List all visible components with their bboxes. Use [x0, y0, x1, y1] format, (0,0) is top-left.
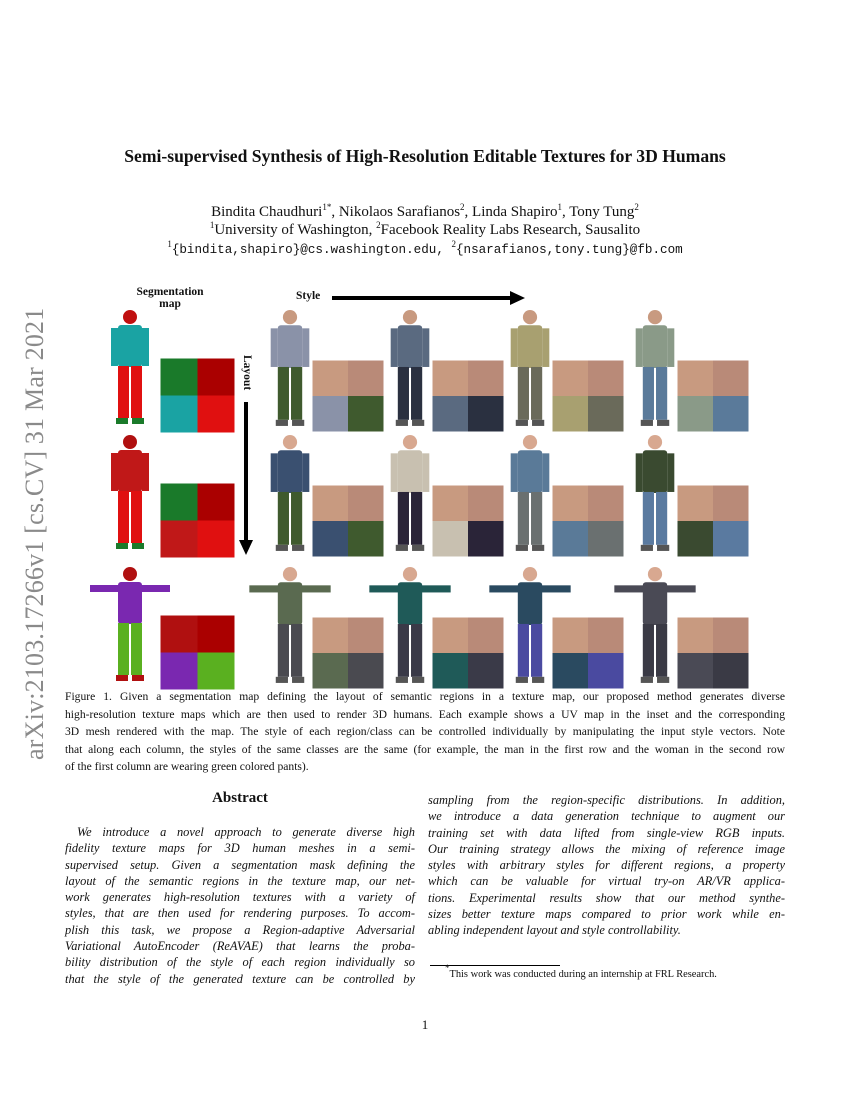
- uv-face-tile: [552, 360, 588, 396]
- uv-bottom-tile: [198, 396, 236, 434]
- person-shoe: [396, 677, 408, 683]
- person-torso: [398, 450, 422, 493]
- person-leg: [278, 367, 289, 420]
- person-arm: [667, 328, 674, 367]
- uv-parts-tile: [348, 617, 384, 653]
- uv-parts-tile: [198, 358, 236, 396]
- person-torso: [518, 582, 542, 625]
- person-head: [648, 567, 662, 581]
- uv-face-tile: [160, 615, 198, 653]
- abstract-line: supervised setup. Given a segmentation mask defining the: [65, 857, 415, 872]
- uv-parts-tile: [468, 360, 504, 396]
- person-shoe: [532, 677, 544, 683]
- uv-face-tile: [677, 485, 713, 521]
- email-mark: 2: [451, 239, 456, 249]
- person-arm: [302, 328, 309, 367]
- abstract-line: Our training strategy allows the mixing of reference image: [428, 841, 785, 856]
- person-head: [523, 567, 537, 581]
- abstract-line: bility distribution of the style of each region individually so: [65, 955, 415, 970]
- person-torso: [398, 325, 422, 368]
- person-leg: [411, 367, 422, 420]
- uv-top-tile: [432, 653, 468, 689]
- person-arm: [391, 453, 398, 492]
- uv-top-tile: [552, 653, 588, 689]
- abstract-line: tions. Experimental results show that our method synthe-: [428, 890, 785, 905]
- paper-title: Semi-supervised Synthesis of High-Resolution Editable Textures for 3D Humans: [124, 146, 726, 166]
- footnote-text: This work was conducted during an internship at FRL Research.: [449, 969, 717, 980]
- person-torso: [643, 582, 667, 625]
- person-arm: [422, 453, 429, 492]
- person-head: [523, 310, 537, 324]
- abstract-line: plish this task, we propose a Region-adaptive Adversarial: [65, 922, 415, 937]
- person-shoe: [641, 545, 653, 551]
- uv-parts-tile: [588, 485, 624, 521]
- person-head: [283, 567, 297, 581]
- caption-line: 3D mesh rendered with the map. The style of each region/class can be controlled individually by manipulating the input style vectors. Note: [65, 725, 785, 739]
- uv-face-tile: [432, 360, 468, 396]
- person-shoe: [276, 545, 288, 551]
- uv-face-tile: [552, 617, 588, 653]
- person-shoe: [516, 420, 528, 426]
- uv-top-tile: [160, 653, 198, 691]
- person-leg: [291, 624, 302, 677]
- abstract-line: work generates high-resolution textures with a variety of: [65, 890, 415, 905]
- person-shoe: [641, 420, 653, 426]
- person-leg: [398, 492, 409, 545]
- person-arm: [142, 328, 149, 366]
- abstract-line: we introduce a data generation technique to augment our: [428, 809, 785, 824]
- uv-face-tile: [677, 360, 713, 396]
- person-head: [648, 435, 662, 449]
- uv-bottom-tile: [713, 521, 749, 557]
- uv-face-tile: [432, 617, 468, 653]
- abstract-line: training set with data lifted from single-view RGB inputs.: [428, 825, 785, 840]
- person-arm: [636, 328, 643, 367]
- person-leg: [531, 367, 542, 420]
- uv-face-tile: [552, 485, 588, 521]
- person-shoe: [292, 677, 304, 683]
- caption-line: of the first column are wearing green colored pants).: [65, 760, 309, 774]
- person-shoe: [116, 543, 128, 549]
- person-torso: [118, 582, 142, 624]
- person-shoe: [516, 677, 528, 683]
- style-arrow: [332, 291, 525, 305]
- person-shoe: [412, 677, 424, 683]
- person-leg: [656, 624, 667, 677]
- caption-line: that along each column, the styles of the same classes are the same (for example, the man in the first row and the woman in the second row: [65, 742, 785, 756]
- uv-bottom-tile: [348, 396, 384, 432]
- author-list: Bindita Chaudhuri$^{1*}$, Nikolaos Sarafianos$^2$, Linda Shapiro$^1$, Tony Tung$^2$: [211, 202, 639, 220]
- author-affiliation-mark: 2: [460, 202, 465, 212]
- person-head: [403, 310, 417, 324]
- person-leg: [118, 623, 129, 675]
- style-example: [636, 310, 749, 432]
- affiliation: University of Washington,: [214, 222, 377, 238]
- person-leg: [518, 492, 529, 545]
- person-shoe: [292, 545, 304, 551]
- person-shoe: [657, 677, 669, 683]
- uv-parts-tile: [468, 485, 504, 521]
- uv-bottom-tile: [468, 653, 504, 689]
- uv-parts-tile: [713, 360, 749, 396]
- person-leg: [398, 624, 409, 677]
- person-leg: [518, 367, 529, 420]
- abstract-line: that the style of the generated texture can be controlled by: [65, 971, 415, 986]
- person-leg: [398, 367, 409, 420]
- uv-parts-tile: [198, 615, 236, 653]
- figure-row: [111, 435, 749, 558]
- style-example: [511, 310, 624, 432]
- author-name: Linda Shapiro: [472, 204, 558, 220]
- person-shoe: [132, 418, 144, 424]
- person-arm: [391, 328, 398, 367]
- person-arm: [511, 453, 518, 492]
- uv-bottom-tile: [713, 396, 749, 432]
- figure-1: [60, 280, 800, 690]
- person-shoe: [116, 675, 128, 681]
- abstract-right-column: [428, 792, 785, 939]
- person-head: [283, 310, 297, 324]
- person-head: [403, 435, 417, 449]
- uv-bottom-tile: [348, 653, 384, 689]
- style-example: [391, 435, 504, 557]
- uv-face-tile: [312, 360, 348, 396]
- person-arm: [111, 328, 118, 366]
- person-leg: [531, 492, 542, 545]
- person-head: [523, 435, 537, 449]
- person-torso: [643, 450, 667, 493]
- person-leg: [518, 624, 529, 677]
- author-name: Tony Tung: [569, 204, 635, 220]
- person-arm: [667, 453, 674, 492]
- uv-parts-tile: [348, 360, 384, 396]
- label-line: map: [159, 298, 181, 310]
- person-leg: [131, 491, 142, 543]
- person-leg: [531, 624, 542, 677]
- person-arm: [636, 453, 643, 492]
- person-head: [123, 435, 137, 449]
- style-example: [369, 567, 504, 689]
- uv-parts-tile: [468, 617, 504, 653]
- person-arm: [302, 453, 309, 492]
- person-arm: [511, 328, 518, 367]
- author-affiliation-mark: 1*: [322, 202, 332, 212]
- uv-bottom-tile: [588, 396, 624, 432]
- person-shoe: [276, 420, 288, 426]
- figure-row: [111, 310, 749, 433]
- person-shoe: [132, 543, 144, 549]
- uv-parts-tile: [348, 485, 384, 521]
- author-name: Bindita Chaudhuri: [211, 204, 323, 220]
- uv-face-tile: [432, 485, 468, 521]
- person-torso: [278, 450, 302, 493]
- person-arm: [271, 328, 278, 367]
- person-shoe: [396, 545, 408, 551]
- uv-parts-tile: [713, 617, 749, 653]
- affiliation-mark: 2: [376, 220, 381, 230]
- person-arm: [142, 453, 149, 491]
- author-affiliation-mark: 2: [634, 202, 639, 212]
- abstract-line: layout of the semantic regions in the texture map, our net-: [65, 873, 415, 888]
- person-leg: [656, 367, 667, 420]
- abstract-line: which can be valuable for virtual try-on AR/VR applica-: [428, 874, 785, 889]
- style-example: [489, 567, 624, 689]
- style-example: [511, 435, 624, 557]
- person-arm: [422, 328, 429, 367]
- uv-top-tile: [552, 521, 588, 557]
- label-line: Segmentation: [136, 286, 204, 298]
- uv-top-tile: [312, 653, 348, 689]
- person-leg: [278, 492, 289, 545]
- layout-arrow: [239, 402, 253, 555]
- person-leg: [643, 492, 654, 545]
- person-shoe: [657, 420, 669, 426]
- person-shoe: [516, 545, 528, 551]
- person-shoe: [657, 545, 669, 551]
- person-shoe: [396, 420, 408, 426]
- uv-bottom-tile: [588, 521, 624, 557]
- person-arm: [271, 453, 278, 492]
- person-torso: [118, 325, 142, 367]
- uv-top-tile: [160, 396, 198, 434]
- person-leg: [656, 492, 667, 545]
- style-example: [636, 435, 749, 557]
- abstract-line: We introduce a novel approach to generate diverse high: [77, 825, 415, 839]
- uv-parts-tile: [198, 483, 236, 521]
- person-head: [123, 567, 137, 581]
- affiliation: Facebook Reality Labs Research, Sausalito: [380, 222, 641, 238]
- abstract-line: Variational AutoEncoder (ReAVAE) that learns the proba-: [65, 939, 415, 954]
- person-leg: [291, 367, 302, 420]
- person-leg: [643, 624, 654, 677]
- person-torso: [278, 325, 302, 368]
- uv-top-tile: [677, 521, 713, 557]
- person-head: [403, 567, 417, 581]
- person-head: [648, 310, 662, 324]
- person-torso: [398, 582, 422, 625]
- uv-bottom-tile: [468, 396, 504, 432]
- uv-parts-tile: [588, 360, 624, 396]
- uv-top-tile: [160, 521, 198, 559]
- person-arm: [542, 453, 549, 492]
- affiliations: [0, 221, 850, 239]
- uv-face-tile: [312, 485, 348, 521]
- style-label: Style: [296, 290, 321, 302]
- email: {nsarafianos,tony.tung}@fb.com: [455, 243, 683, 257]
- abstract-line: sizes better texture maps compared to prior work while en-: [428, 907, 785, 922]
- emails: [0, 240, 850, 259]
- person-leg: [131, 366, 142, 418]
- layout-label: Layout: [241, 355, 253, 391]
- person-arm: [542, 328, 549, 367]
- caption-line: Figure 1. Given a segmentation map defining the layout of semantic regions in a texture map, our proposed method generates diverse: [65, 690, 785, 703]
- footnote-mark: *: [445, 963, 450, 973]
- style-example: [249, 567, 384, 689]
- uv-face-tile: [160, 483, 198, 521]
- person-arm: [111, 453, 118, 491]
- uv-bottom-tile: [198, 521, 236, 559]
- segmentation-map-label: [110, 286, 230, 310]
- email: {bindita,shapiro}@cs.washington.edu,: [171, 243, 452, 257]
- figure-row: [90, 567, 749, 690]
- person-shoe: [132, 675, 144, 681]
- caption-line: high-resolution texture maps which are then used to render 3D humans. Each example shows a UV map in the inset and the corresponding: [65, 707, 785, 721]
- person-shoe: [412, 420, 424, 426]
- person-leg: [118, 491, 129, 543]
- author-name: Nikolaos Sarafianos: [338, 204, 461, 220]
- person-shoe: [641, 677, 653, 683]
- uv-top-tile: [432, 396, 468, 432]
- person-head: [283, 435, 297, 449]
- uv-face-tile: [677, 617, 713, 653]
- abstract-line: abling independent layout and style controllability.: [428, 923, 681, 938]
- person-shoe: [292, 420, 304, 426]
- uv-top-tile: [677, 396, 713, 432]
- uv-parts-tile: [713, 485, 749, 521]
- uv-bottom-tile: [713, 653, 749, 689]
- uv-parts-tile: [588, 617, 624, 653]
- person-leg: [643, 367, 654, 420]
- person-leg: [131, 623, 142, 675]
- uv-bottom-tile: [198, 653, 236, 691]
- person-shoe: [532, 420, 544, 426]
- author-affiliation-mark: 1: [557, 202, 562, 212]
- style-example: [271, 310, 384, 432]
- uv-face-tile: [160, 358, 198, 396]
- person-torso: [518, 325, 542, 368]
- person-leg: [291, 492, 302, 545]
- uv-top-tile: [432, 521, 468, 557]
- uv-bottom-tile: [468, 521, 504, 557]
- person-shoe: [276, 677, 288, 683]
- uv-top-tile: [552, 396, 588, 432]
- uv-top-tile: [677, 653, 713, 689]
- abstract-heading: Abstract: [212, 790, 268, 806]
- arxiv-identifier: arXiv:2103.17266v1 [cs.CV] 31 Mar 2021: [20, 307, 49, 760]
- uv-top-tile: [312, 396, 348, 432]
- abstract-line: styles with arbitrary styles for different regions, a property: [428, 858, 785, 873]
- person-torso: [643, 325, 667, 368]
- person-torso: [118, 450, 142, 492]
- uv-bottom-tile: [588, 653, 624, 689]
- abstract-line: sampling from the region-specific distributions. In addition,: [428, 793, 785, 807]
- style-example: [614, 567, 749, 689]
- uv-top-tile: [312, 521, 348, 557]
- abstract-left-column: [65, 824, 415, 987]
- style-example: [391, 310, 504, 432]
- footnote: [445, 963, 717, 980]
- figure-caption: [65, 688, 785, 776]
- abstract-line: styles, that are then used for rendering purposes. To accom-: [65, 906, 415, 921]
- figure-graphic: [60, 280, 800, 690]
- person-torso: [518, 450, 542, 493]
- person-shoe: [532, 545, 544, 551]
- email-mark: 1: [167, 239, 172, 249]
- person-shoe: [412, 545, 424, 551]
- uv-face-tile: [312, 617, 348, 653]
- style-example: [271, 435, 384, 557]
- person-head: [123, 310, 137, 324]
- affiliation-mark: 1: [209, 220, 215, 230]
- person-shoe: [116, 418, 128, 424]
- page-number: 1: [421, 1017, 429, 1032]
- person-leg: [118, 366, 129, 418]
- person-leg: [278, 624, 289, 677]
- abstract-line: fidelity texture maps for 3D human meshes in a semi-: [65, 841, 415, 856]
- person-torso: [278, 582, 302, 625]
- uv-bottom-tile: [348, 521, 384, 557]
- person-leg: [411, 624, 422, 677]
- person-leg: [411, 492, 422, 545]
